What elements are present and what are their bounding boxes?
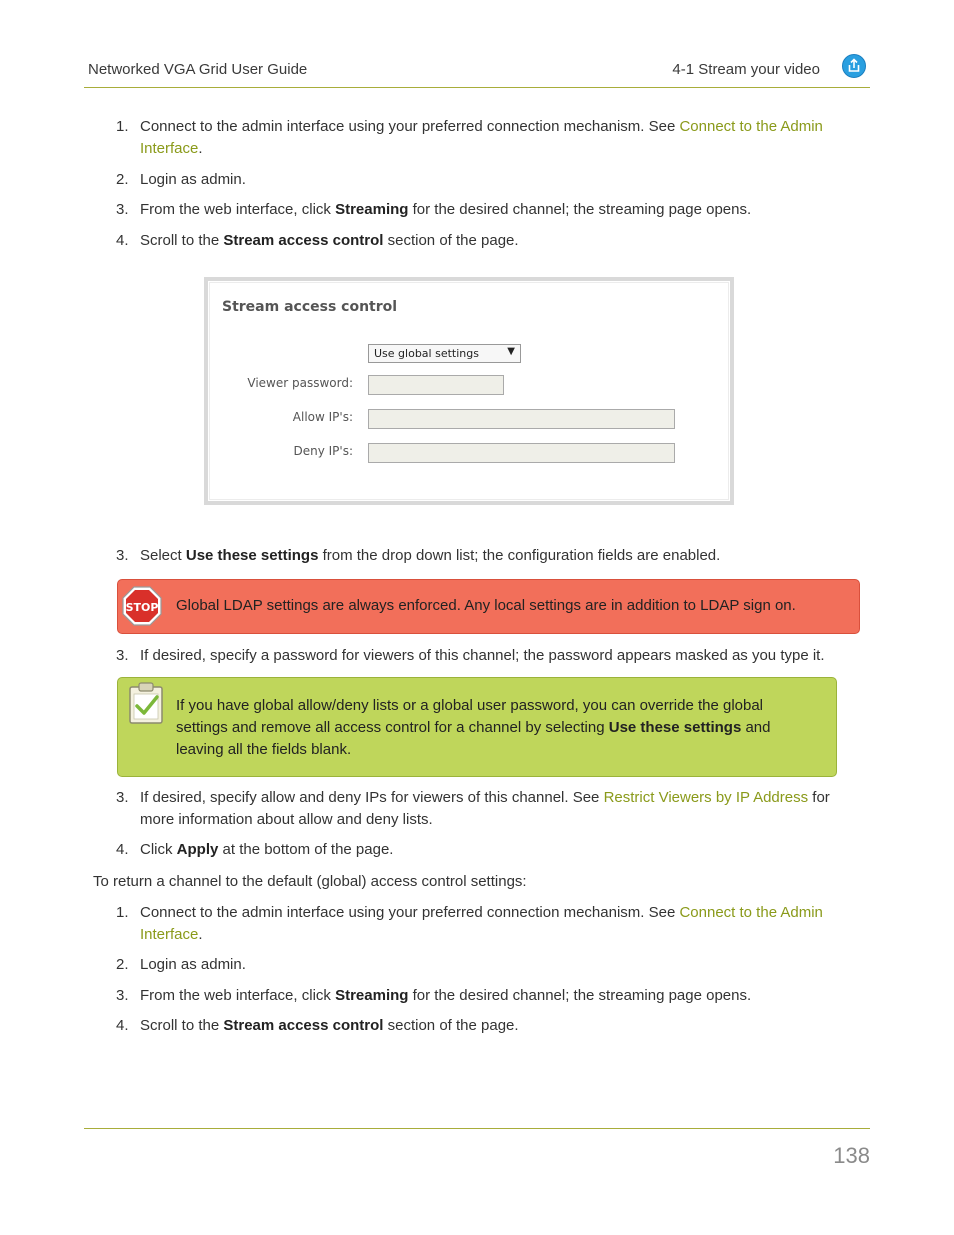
dropdown-arrow-icon: ▼: [507, 346, 515, 357]
list-item: [116, 230, 856, 252]
list-item: [116, 645, 856, 667]
step-text: Connect to the admin interface using your preferred connection mechanism. See: [140, 118, 680, 135]
list-item: [116, 839, 856, 861]
step-text-end: .: [198, 140, 203, 157]
step-number: 1.: [116, 118, 129, 135]
step-text: Login as admin.: [140, 956, 246, 973]
step-text: Connect to the admin interface using your preferred connection mechanism. See: [140, 904, 680, 921]
bold-term: Apply: [176, 841, 219, 858]
step-number: 2.: [116, 171, 129, 188]
step-text-end: section of the page.: [383, 232, 519, 249]
step-text: Click: [140, 841, 177, 858]
select-value: Use global settings: [374, 347, 479, 360]
step-text: Scroll to the: [140, 1017, 224, 1034]
list-item: [116, 954, 856, 976]
step-text: From the web interface, click: [140, 987, 336, 1004]
step-text: If desired, specify allow and deny IPs for viewers of this channel. See: [140, 789, 604, 806]
step-number: 1.: [116, 904, 129, 921]
list-item: [116, 985, 856, 1007]
stream-access-control-screenshot: [204, 277, 734, 505]
bold-term: Use these settings: [608, 719, 742, 736]
step-text-end: section of the page.: [383, 1017, 519, 1034]
viewer-password-input[interactable]: [368, 375, 504, 395]
list-item: [116, 787, 856, 831]
step-number: 3.: [116, 201, 129, 218]
clipboard-check-icon: [127, 681, 165, 725]
screenshot-frame: [209, 282, 729, 500]
step-number: 3.: [116, 647, 129, 664]
footer-divider: [84, 1128, 870, 1129]
access-settings-select[interactable]: [368, 344, 521, 363]
step-number: 3.: [116, 547, 129, 564]
step-text-end: from the drop down list; the configuration fields are enabled.: [318, 547, 721, 564]
restrict-viewers-link[interactable]: Restrict Viewers by IP Address: [603, 789, 809, 806]
document-title: Networked VGA Grid User Guide: [88, 61, 308, 78]
list-item: [116, 545, 856, 567]
step-text-end: for more information about allow and deny lists.: [140, 789, 830, 828]
bold-term: Use these settings: [185, 547, 319, 564]
step-text-end: for the desired channel; the streaming page opens.: [408, 201, 752, 218]
warning-text: Global LDAP settings are always enforced. Any local settings are in addition to LDAP sign on.: [176, 597, 796, 614]
step-text: Login as admin.: [140, 171, 246, 188]
stop-sign-text: STOP: [125, 601, 159, 614]
viewer-password-label: Viewer password:: [247, 376, 353, 390]
step-text: Scroll to the: [140, 232, 224, 249]
step-number: 3.: [116, 789, 129, 806]
warning-callout: [117, 579, 860, 634]
list-item: [116, 902, 856, 946]
allow-ips-label: Allow IP's:: [292, 410, 353, 424]
tip-text: [176, 695, 816, 761]
tip-text-start: If you have global allow/deny lists or a global user password, you can override the global settings and remove all access control for a channel by selecting: [176, 697, 764, 736]
return-paragraph: To return a channel to the default (global) access control settings:: [93, 873, 527, 890]
bold-term: Streaming: [335, 987, 409, 1004]
step-number: 4.: [116, 841, 129, 858]
step-number: 4.: [116, 232, 129, 249]
bold-term: Streaming: [335, 201, 409, 218]
stop-sign-icon: [121, 585, 163, 627]
connect-admin-link[interactable]: Connect to the Admin Interface: [140, 118, 823, 157]
allow-ips-input[interactable]: [368, 409, 675, 429]
section-title: 4-1 Stream your video: [672, 61, 820, 78]
list-item: [116, 116, 856, 160]
step-text-end: at the bottom of the page.: [218, 841, 394, 858]
bold-term: Stream access control: [223, 232, 384, 249]
figure-title: Stream access control: [222, 299, 398, 315]
tip-text-end: and leaving all the fields blank.: [176, 719, 771, 758]
tip-callout: [117, 677, 837, 777]
step-text: If desired, specify a password for viewers of this channel; the password appears masked as you type it.: [140, 647, 825, 664]
step-number: 4.: [116, 1017, 129, 1034]
list-item: [116, 199, 856, 221]
deny-ips-label: Deny IP's:: [293, 444, 353, 458]
page-number: 138: [833, 1143, 870, 1168]
step-text-end: for the desired channel; the streaming page opens.: [408, 987, 752, 1004]
connect-admin-link[interactable]: Connect to the Admin Interface: [140, 904, 823, 943]
deny-ips-input[interactable]: [368, 443, 675, 463]
list-item: [116, 1015, 856, 1037]
share-icon[interactable]: [842, 54, 866, 78]
list-item: [116, 169, 856, 191]
step-text: Select: [140, 547, 186, 564]
step-number: 2.: [116, 956, 129, 973]
page-header: [84, 52, 870, 88]
step-text-end: .: [198, 926, 203, 943]
step-number: 3.: [116, 987, 129, 1004]
bold-term: Stream access control: [223, 1017, 384, 1034]
step-text: From the web interface, click: [140, 201, 336, 218]
